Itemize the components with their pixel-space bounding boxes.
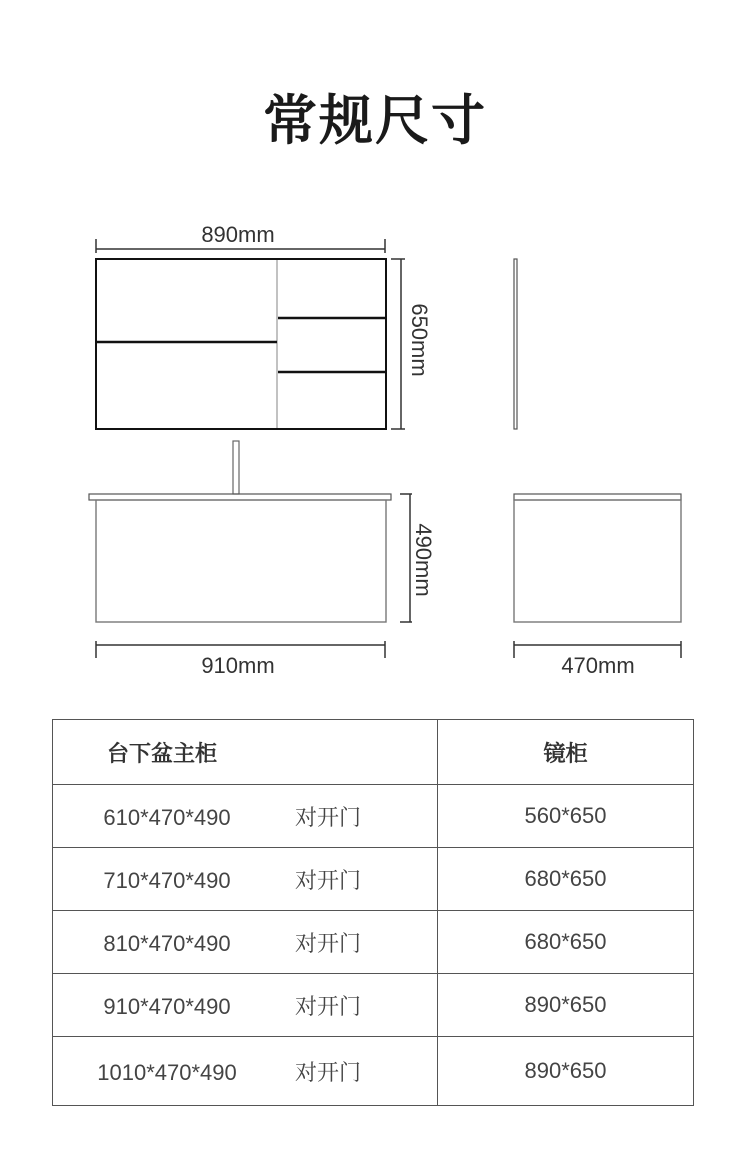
door-type: 对开门 — [295, 805, 362, 831]
vanity-depth-label: 470mm — [561, 653, 635, 678]
cabinet-size: 910*470*490 — [103, 993, 231, 1019]
mirror-size: 560*650 — [438, 785, 694, 848]
mirror-width-dimension — [96, 222, 385, 253]
table-row — [53, 848, 694, 911]
table-row — [53, 1037, 694, 1106]
mirror-size: 680*650 — [438, 911, 694, 974]
header-main-cabinet: 台下盆主柜 — [53, 720, 438, 785]
table-header-row — [53, 720, 694, 785]
mirror-height-label: 650mm — [407, 303, 432, 377]
door-type: 对开门 — [295, 994, 362, 1020]
cabinet-size: 810*470*490 — [103, 930, 231, 956]
size-table — [52, 719, 694, 1106]
vanity-width-dimension — [96, 641, 385, 678]
door-type: 对开门 — [295, 931, 362, 957]
cabinet-size: 610*470*490 — [103, 804, 231, 830]
cabinet-size: 710*470*490 — [103, 867, 231, 893]
table-row — [53, 974, 694, 1037]
faucet — [233, 441, 239, 494]
header-mirror-cabinet: 镜柜 — [438, 720, 694, 785]
vanity-width-label: 910mm — [201, 653, 275, 678]
vanity-height-dimension — [400, 494, 436, 622]
vanity-front — [89, 494, 391, 622]
table-row — [53, 785, 694, 848]
cabinet-size: 1010*470*490 — [97, 1059, 237, 1085]
mirror-cabinet-front — [96, 259, 386, 429]
vanity-height-label: 490mm — [411, 523, 436, 597]
mirror-side-view — [514, 259, 517, 429]
page-title: 常规尺寸 — [263, 89, 487, 152]
door-type: 对开门 — [295, 868, 362, 894]
vanity-side — [514, 494, 681, 622]
vanity-depth-dimension — [514, 641, 681, 678]
table-row — [53, 911, 694, 974]
door-type: 对开门 — [295, 1060, 362, 1086]
mirror-height-dimension — [391, 259, 432, 429]
mirror-size: 890*650 — [438, 1037, 694, 1106]
mirror-size: 680*650 — [438, 848, 694, 911]
mirror-size: 890*650 — [438, 974, 694, 1037]
mirror-width-label: 890mm — [201, 222, 275, 247]
